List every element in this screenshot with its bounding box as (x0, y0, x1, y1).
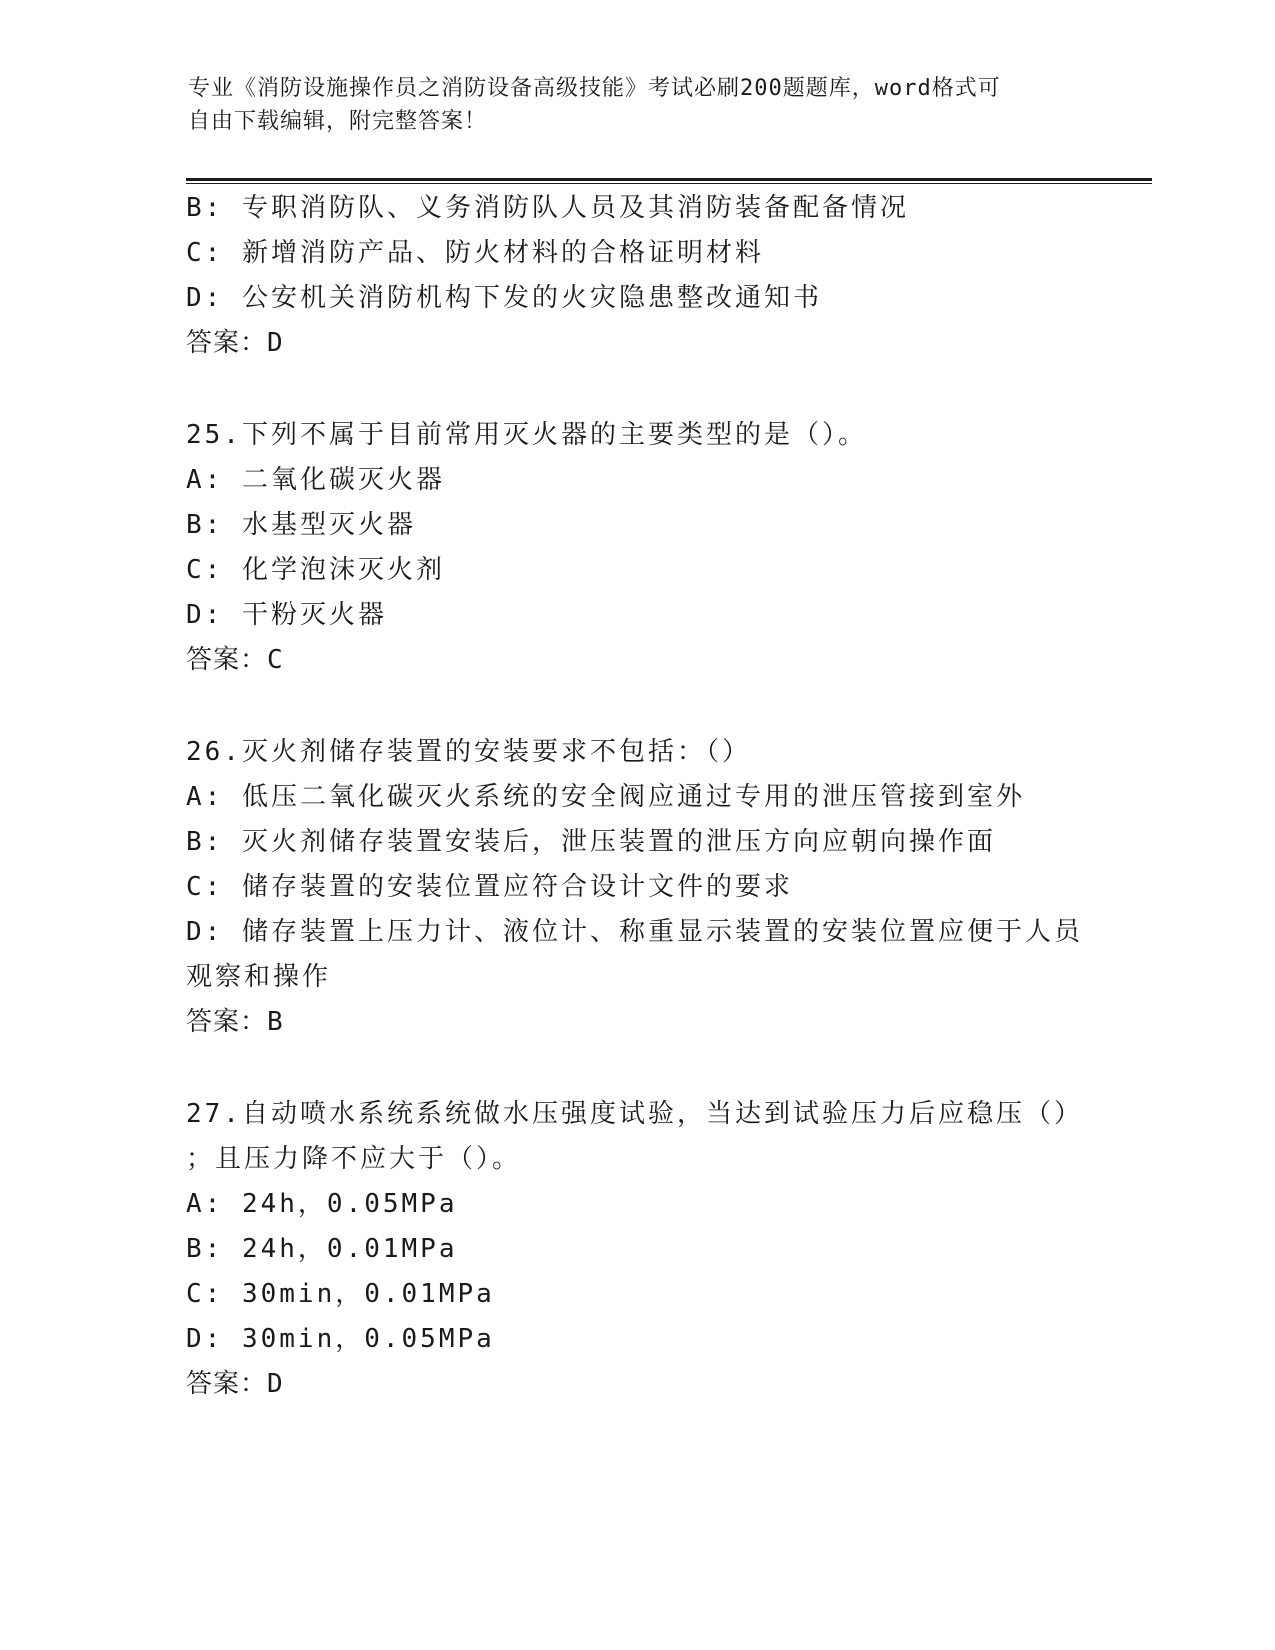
q26-option-d-line-2: 观察和操作 (186, 962, 332, 992)
q24-answer: 答案：D (186, 328, 284, 358)
q25-option-c: C: 化学泡沫灭火剂 (186, 555, 445, 585)
question-26-block (186, 730, 1086, 1045)
header-title-line-2: 自由下载编辑，附完整答案！ (188, 109, 488, 134)
divider-thin-line (186, 183, 1152, 184)
q27-question-line-2: ；且压力降不应大于（）。 (186, 1144, 522, 1174)
q26-option-b: B: 灭火剂储存装置安装后，泄压装置的泄压方向应朝向操作面 (186, 827, 996, 857)
spacer (186, 366, 1086, 413)
spacer (186, 683, 1086, 730)
question-24-block (186, 186, 1086, 366)
q27-option-d: D: 30min，0.05MPa (186, 1324, 495, 1354)
question-25-block (186, 413, 1086, 683)
q26-option-d-line-1: D: 储存装置上压力计、液位计、称重显示装置的安装位置应便于人员 (186, 917, 1083, 947)
question-27-block (186, 1092, 1086, 1407)
q27-question-line-1: 27.自动喷水系统系统做水压强度试验，当达到试验压力后应稳压（） (186, 1099, 1083, 1129)
question-list (186, 186, 1086, 1407)
q26-option-c: C: 储存装置的安装位置应符合设计文件的要求 (186, 872, 793, 902)
q25-question: 25.下列不属于目前常用灭火器的主要类型的是（）。 (186, 420, 867, 450)
q27-option-b: B: 24h，0.01MPa (186, 1234, 458, 1264)
q24-option-d: D: 公安机关消防机构下发的火灾隐患整改通知书 (186, 283, 822, 313)
q27-option-c: C: 30min，0.01MPa (186, 1279, 495, 1309)
q27-answer: 答案：D (186, 1369, 284, 1399)
q25-answer: 答案：C (186, 645, 284, 675)
document-header (188, 72, 1068, 138)
q25-option-b: B: 水基型灭火器 (186, 510, 416, 540)
header-divider (186, 178, 1152, 185)
q26-answer: 答案：B (186, 1007, 284, 1037)
q24-option-b: B: 专职消防队、义务消防队人员及其消防装备配备情况 (186, 193, 909, 223)
header-title-line-1: 专业《消防设施操作员之消防设备高级技能》考试必刷200题题库，word格式可 (188, 76, 1001, 101)
q26-question: 26.灭火剂储存装置的安装要求不包括：（） (186, 737, 751, 767)
q25-option-d: D: 干粉灭火器 (186, 600, 387, 630)
q27-option-a: A: 24h，0.05MPa (186, 1189, 458, 1219)
divider-thick-line (186, 178, 1152, 181)
spacer (186, 1045, 1086, 1092)
q25-option-a: A: 二氧化碳灭火器 (186, 465, 445, 495)
q24-option-c: C: 新增消防产品、防火材料的合格证明材料 (186, 238, 764, 268)
q26-option-a: A: 低压二氧化碳灭火系统的安全阀应通过专用的泄压管接到室外 (186, 782, 1025, 812)
